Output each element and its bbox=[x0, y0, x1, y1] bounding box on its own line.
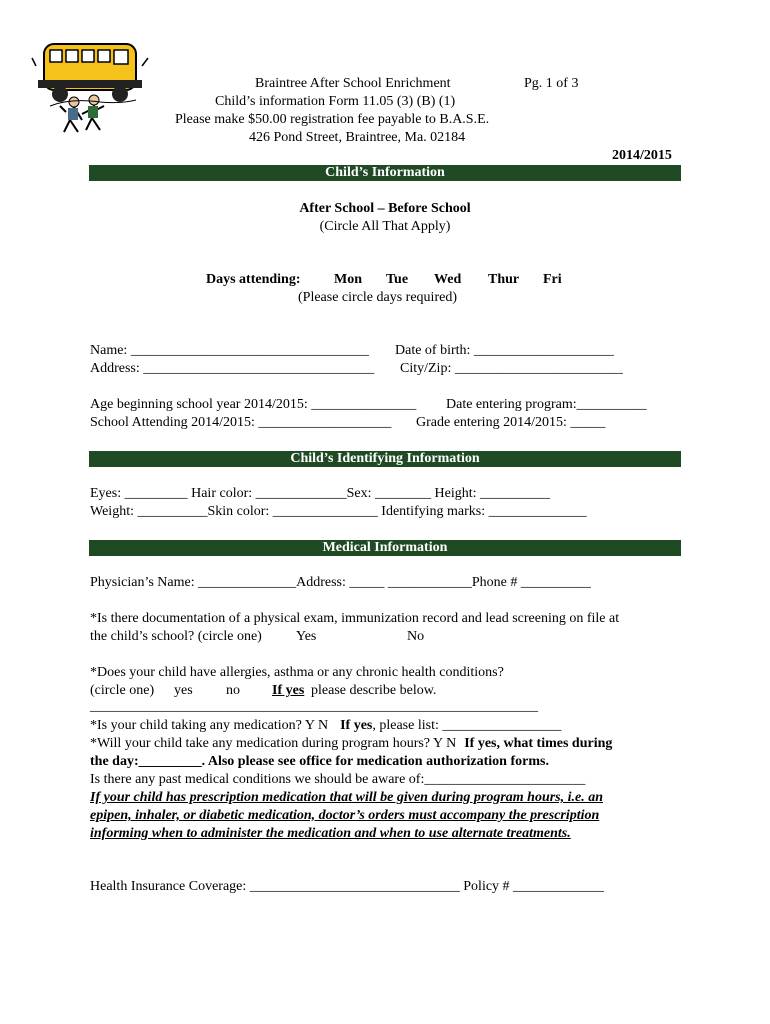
allergy-describe-line[interactable]: ________________________________________________________________ bbox=[90, 699, 538, 714]
allergy-yes[interactable]: yes bbox=[174, 683, 193, 698]
prescription-warning-2: epipen, inhaler, or diabetic medication, doctor’s orders must accompany the prescription bbox=[90, 808, 600, 823]
date-entering-field[interactable]: Date entering program:__________ bbox=[446, 397, 647, 412]
school-bus-icon bbox=[30, 36, 150, 136]
school-year: 2014/2015 bbox=[612, 148, 672, 163]
name-field[interactable]: Name: __________________________________ bbox=[90, 343, 369, 358]
section-child-info: Child’s Information bbox=[89, 165, 681, 181]
days-label: Days attending: bbox=[206, 272, 301, 287]
documentation-question-cont: the child’s school? (circle one) bbox=[90, 629, 262, 644]
day-tue[interactable]: Tue bbox=[386, 272, 409, 287]
identifying-line-2[interactable]: Weight: __________Skin color: _______________ Identifying marks: ______________ bbox=[90, 504, 587, 519]
program-medication-question[interactable] bbox=[90, 736, 612, 752]
program-medication-times[interactable]: the day:_________. Also please see office for medication authorization forms. bbox=[90, 754, 549, 769]
day-thur[interactable]: Thur bbox=[488, 272, 520, 287]
insurance-field[interactable]: Health Insurance Coverage: ______________________________ Policy # _____________ bbox=[90, 879, 605, 894]
school-field[interactable]: School Attending 2014/2015: ___________________ bbox=[90, 415, 392, 430]
allergy-if-yes: If yes bbox=[272, 683, 305, 698]
section-medical: Medical Information bbox=[89, 540, 681, 556]
page-number: Pg. 1 of 3 bbox=[524, 76, 579, 91]
medication-question[interactable] bbox=[90, 718, 561, 734]
school-bus-logo bbox=[30, 36, 150, 136]
fee-note: Please make $50.00 registration fee payable to B.A.S.E. bbox=[175, 112, 490, 127]
allergy-circle-label: (circle one) bbox=[90, 683, 155, 698]
program-medication-text: *Will your child take any medication during program hours? Y N bbox=[90, 736, 457, 751]
program-options[interactable]: After School – Before School bbox=[299, 201, 471, 216]
days-note: (Please circle days required) bbox=[298, 290, 457, 305]
program-medication-if-yes: If yes, what times during bbox=[464, 736, 613, 751]
cityzip-field[interactable]: City/Zip: ________________________ bbox=[400, 361, 623, 376]
medication-list[interactable]: , please list: _________________ bbox=[372, 718, 562, 733]
prescription-warning-1: If your child has prescription medication that will be given during program hours, i.e. an bbox=[90, 790, 604, 805]
section-identifying: Child’s Identifying Information bbox=[89, 451, 681, 467]
identifying-line-1[interactable]: Eyes: _________ Hair color: _____________Sex: ________ Height: __________ bbox=[90, 486, 551, 501]
medication-question-text: *Is your child taking any medication? Y N bbox=[90, 718, 329, 733]
grade-field[interactable]: Grade entering 2014/2015: _____ bbox=[416, 415, 606, 430]
org-address: 426 Pond Street, Braintree, Ma. 02184 bbox=[249, 130, 466, 145]
past-conditions-field[interactable]: Is there any past medical conditions we should be aware of:_______________________ bbox=[90, 772, 586, 787]
documentation-no[interactable]: No bbox=[407, 629, 425, 644]
address-field[interactable]: Address: _________________________________ bbox=[90, 361, 375, 376]
medication-if-yes: If yes bbox=[340, 718, 373, 733]
day-wed[interactable]: Wed bbox=[434, 272, 462, 287]
age-field[interactable]: Age beginning school year 2014/2015: _______________ bbox=[90, 397, 417, 412]
physician-field[interactable]: Physician’s Name: ______________Address: _____ ____________Phone # __________ bbox=[90, 575, 591, 590]
allergy-no[interactable]: no bbox=[226, 683, 240, 698]
prescription-warning-3: informing when to administer the medication and when to use alternate treatments. bbox=[90, 826, 571, 841]
form-title: Child’s information Form 11.05 (3) (B) (1) bbox=[215, 94, 456, 109]
allergy-question: *Does your child have allergies, asthma or any chronic health conditions? bbox=[90, 665, 504, 680]
day-fri[interactable]: Fri bbox=[543, 272, 562, 287]
documentation-yes[interactable]: Yes bbox=[296, 629, 317, 644]
org-name: Braintree After School Enrichment bbox=[255, 76, 451, 91]
day-mon[interactable]: Mon bbox=[334, 272, 362, 287]
allergy-describe: please describe below. bbox=[311, 683, 437, 698]
program-note: (Circle All That Apply) bbox=[319, 219, 451, 234]
dob-field[interactable]: Date of birth: ____________________ bbox=[395, 343, 614, 358]
documentation-question: *Is there documentation of a physical exam, immunization record and lead screening on file at bbox=[90, 611, 620, 626]
